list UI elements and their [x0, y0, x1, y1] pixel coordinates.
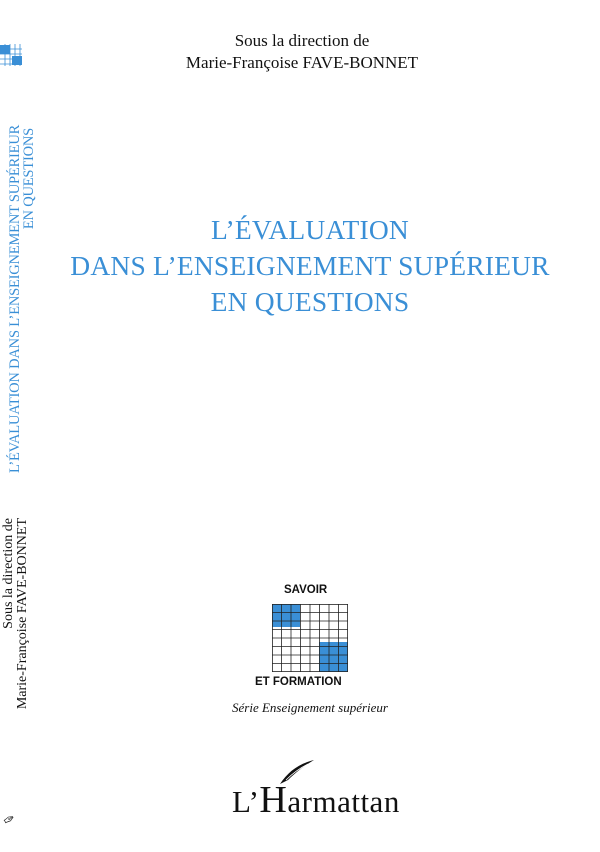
- publisher-logo: [232, 758, 432, 821]
- collection-top-label: SAVOIR: [284, 584, 328, 596]
- collection-bottom-label: ET FORMATION: [255, 676, 342, 688]
- publisher-name: [232, 778, 400, 822]
- collection-grid-icon: [272, 604, 348, 672]
- spine-author-line-1: Sous la direction de: [1, 518, 16, 629]
- publisher-rest: armattan: [287, 784, 400, 819]
- spine-author-line-2: Marie-Françoise FAVE-BONNET: [15, 518, 30, 710]
- book-title: [55, 212, 565, 320]
- spine-title-line-1: L’ÉVALUATION DANS L’ENSEIGNEMENT SUPÉRIEUR: [7, 124, 23, 473]
- title-line-2: DANS L’ENSEIGNEMENT SUPÉRIEUR: [70, 250, 550, 281]
- title-line-1: L’ÉVALUATION: [211, 214, 409, 245]
- spine-publisher-mark-icon: ✑: [1, 811, 19, 830]
- series-name: Série Enseignement supérieur: [232, 700, 388, 715]
- spine-title-line-2: EN QUESTIONS: [21, 128, 37, 230]
- author-block: [132, 30, 472, 74]
- publisher-prefix: L’: [232, 784, 260, 819]
- spine-title: [7, 124, 38, 473]
- grid-logo-icon: [0, 44, 22, 66]
- title-line-3: EN QUESTIONS: [210, 286, 410, 317]
- author-line-2: Marie-Françoise FAVE-BONNET: [185, 53, 419, 72]
- author-line-1: Sous la direction de: [234, 31, 370, 50]
- publisher-initial: H: [259, 779, 288, 821]
- spine-author: [2, 518, 32, 780]
